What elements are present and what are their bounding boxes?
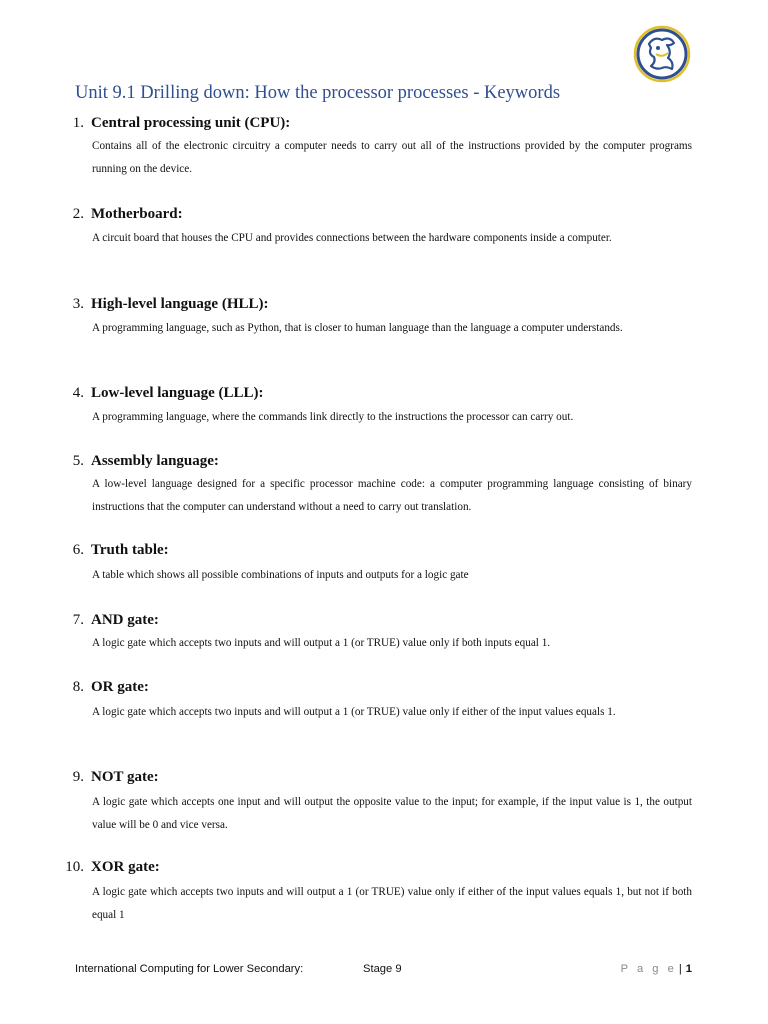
keyword-term: Truth table:	[91, 542, 169, 558]
keyword-number: 6.	[72, 542, 84, 558]
keyword-definition: A low-level language designed for a specific processor machine code: a computer programming language consisting of binary instructions that the computer can understand without a need to carry out translation.	[92, 478, 692, 513]
keyword-term: Motherboard:	[91, 206, 183, 222]
keyword-number: 8.	[72, 679, 84, 695]
footer-page-label: P a g e	[620, 963, 677, 975]
footer-separator: |	[678, 963, 682, 975]
keyword-definition: A circuit board that houses the CPU and provides connections between the hardware components inside a computer.	[92, 232, 612, 244]
school-crest-logo-icon	[632, 24, 692, 84]
keyword-definition: A logic gate which accepts two inputs and will output a 1 (or TRUE) value only if both inputs equal 1.	[92, 637, 551, 649]
keyword-number: 9.	[72, 769, 84, 785]
keyword-definition: A logic gate which accepts two inputs and will output a 1 (or TRUE) value only if either of the input values equals 1.	[92, 706, 616, 718]
keyword-number: 2.	[72, 206, 84, 222]
keyword-term: Low-level language (LLL):	[91, 385, 264, 401]
keyword-number: 3.	[72, 296, 84, 312]
page-title: Unit 9.1 Drilling down: How the processor processes - Keywords	[75, 83, 561, 103]
keyword-term: OR gate:	[91, 679, 149, 695]
keyword-term: XOR gate:	[91, 859, 160, 875]
keyword-number: 4.	[72, 385, 84, 401]
keyword-number: 10.	[65, 859, 84, 875]
keyword-definition: Contains all of the electronic circuitry a computer needs to carry out all of the instructions provided by the computer programs running on the device.	[92, 140, 692, 175]
keyword-term: AND gate:	[91, 612, 159, 628]
footer-page-number: 1	[685, 963, 692, 975]
footer-stage: Stage 9	[363, 963, 402, 975]
keyword-term: High-level language (HLL):	[91, 296, 269, 312]
keyword-term: NOT gate:	[91, 769, 159, 785]
keyword-definition: A programming language, where the commands link directly to the instructions the processor can carry out.	[92, 411, 574, 423]
keyword-definition: A table which shows all possible combinations of inputs and outputs for a logic gate	[92, 569, 469, 581]
page-footer	[0, 963, 768, 983]
footer-course-title: International Computing for Lower Secondary:	[75, 963, 304, 975]
keyword-number: 5.	[72, 453, 84, 469]
keyword-number: 1.	[72, 115, 84, 131]
keyword-definition: A programming language, such as Python, that is closer to human language than the language a computer understands.	[92, 322, 623, 334]
keyword-term: Assembly language:	[91, 453, 219, 469]
keyword-definition: A logic gate which accepts two inputs and will output a 1 (or TRUE) value only if either of the input values equals 1, but not if both equal 1	[92, 886, 692, 921]
keyword-term: Central processing unit (CPU):	[91, 115, 291, 131]
keyword-number: 7.	[72, 612, 84, 628]
keyword-definition: A logic gate which accepts one input and will output the opposite value to the input; for example, if the input value is 1, the output value will be 0 and vice versa.	[92, 796, 692, 831]
footer-page-indicator	[621, 963, 692, 975]
